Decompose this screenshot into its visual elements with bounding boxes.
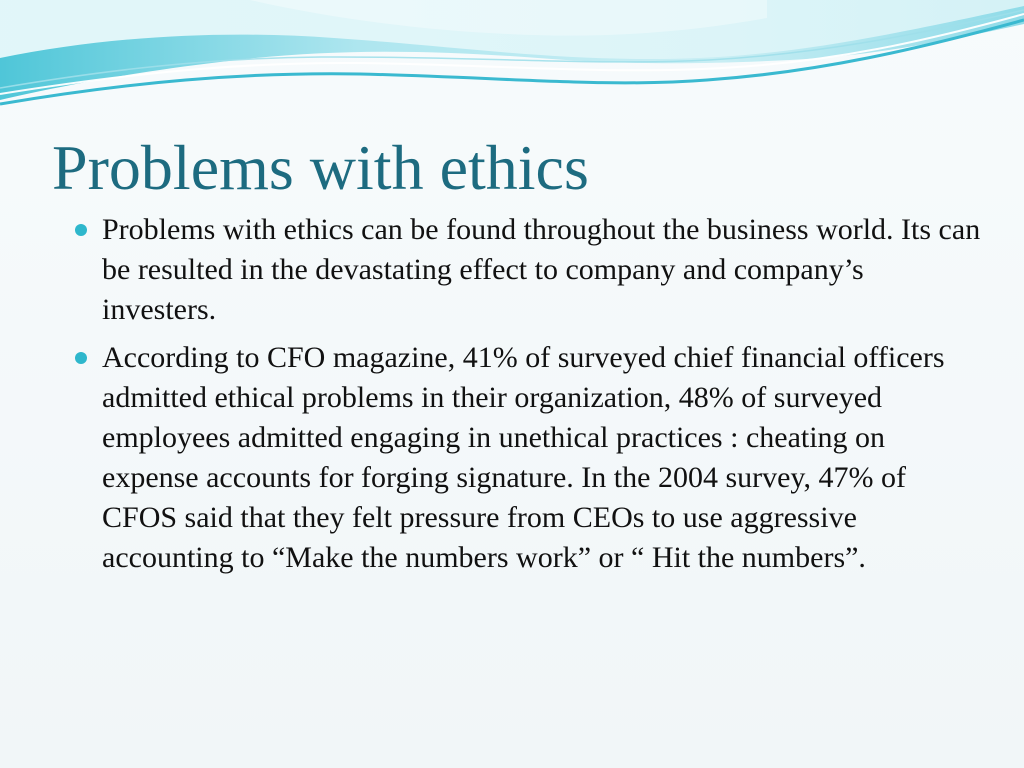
slide-title: Problems with ethics	[52, 132, 589, 203]
bullet-item-1	[72, 210, 982, 330]
decorative-wave-header	[0, 0, 1024, 120]
bullet-item-2	[72, 338, 982, 578]
bullet-list	[72, 210, 982, 586]
bullet-icon	[75, 352, 87, 364]
bullet-text-1: Problems with ethics can be found throughout the business world. Its can be resulted in the devastating effect to company and company’s investers.	[102, 213, 981, 326]
bullet-text-2: According to CFO magazine, 41% of surveyed chief financial officers admitted ethical problems in their organization, 48% of surveyed employees admitted engaging in unethical practices : cheating on expense accounts for forging signature. In the 2004 survey, 47% of CFOS said that they felt pressure from CEOs to use aggressive accounting to “Make the numbers work” or “ Hit the numbers”.	[102, 341, 945, 574]
bullet-icon	[75, 224, 87, 236]
